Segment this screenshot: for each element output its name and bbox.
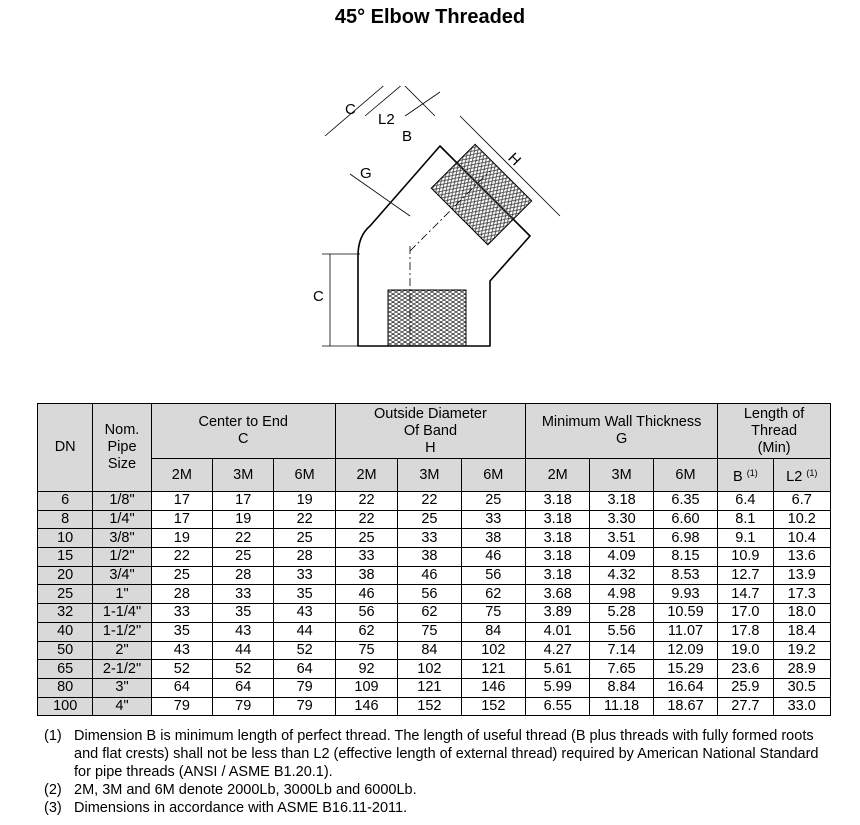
cell-b: 19.0 (718, 641, 773, 660)
cell-c6: 43 (274, 604, 335, 623)
cell-b: 14.7 (718, 585, 773, 604)
cell-h3: 38 (398, 548, 461, 567)
cell-h3: 22 (398, 492, 461, 511)
cell-l2: 10.2 (773, 510, 830, 529)
cell-g6: 6.35 (653, 492, 717, 511)
cell-b: 6.4 (718, 492, 773, 511)
cell-h6: 75 (461, 604, 525, 623)
cell-dn: 8 (38, 510, 93, 529)
col-c-3m: 3M (213, 459, 274, 492)
cell-c3: 19 (213, 510, 274, 529)
cell-h6: 152 (461, 697, 525, 716)
cell-h2: 22 (335, 510, 397, 529)
cell-l2: 28.9 (773, 660, 830, 679)
dimension-table (37, 403, 831, 716)
cell-c2: 52 (151, 660, 212, 679)
bottom-thread (388, 290, 466, 346)
cell-l2: 33.0 (773, 697, 830, 716)
label-l2: L2 (378, 111, 395, 128)
group-thread-length: Length of Thread (Min) (718, 404, 831, 459)
cell-c6: 79 (274, 678, 335, 697)
elbow-drawing (300, 86, 580, 352)
cell-c6: 19 (274, 492, 335, 511)
cell-c6: 79 (274, 697, 335, 716)
cell-h6: 46 (461, 548, 525, 567)
cell-b: 17.0 (718, 604, 773, 623)
note-1: (1) Dimension B is minimum length of perfect thread. The length of useful thread (B plus threads with fully formed roots and flat crests) shall not be less than L2 (effective length of external thread) required by American National Standard for pipe threads (ANSI / ASME B1.20.1). (44, 728, 819, 780)
cell-g6: 8.53 (653, 566, 717, 585)
cell-c2: 79 (151, 697, 212, 716)
cell-c3: 17 (213, 492, 274, 511)
label-h: H (504, 149, 525, 170)
cell-h3: 121 (398, 678, 461, 697)
cell-c3: 43 (213, 622, 274, 641)
col-c-6m: 6M (274, 459, 335, 492)
cell-h6: 102 (461, 641, 525, 660)
cell-g3: 3.30 (590, 510, 653, 529)
table-row (38, 660, 831, 679)
cell-c3: 25 (213, 548, 274, 567)
col-l2: L2 $^{(1)}$ (773, 459, 830, 492)
cell-h6: 25 (461, 492, 525, 511)
cell-l2: 10.4 (773, 529, 830, 548)
cell-size: 3/4" (93, 566, 151, 585)
cell-g6: 8.15 (653, 548, 717, 567)
cell-g6: 16.64 (653, 678, 717, 697)
cell-dn: 20 (38, 566, 93, 585)
cell-g6: 15.29 (653, 660, 717, 679)
cell-b: 8.1 (718, 510, 773, 529)
cell-g3: 4.98 (590, 585, 653, 604)
cell-h6: 56 (461, 566, 525, 585)
cell-b: 23.6 (718, 660, 773, 679)
cell-h2: 146 (335, 697, 397, 716)
cell-h6: 121 (461, 660, 525, 679)
cell-h3: 84 (398, 641, 461, 660)
cell-c6: 33 (274, 566, 335, 585)
cell-l2: 17.3 (773, 585, 830, 604)
cell-c3: 33 (213, 585, 274, 604)
cell-dn: 32 (38, 604, 93, 623)
cell-g6: 9.93 (653, 585, 717, 604)
cell-g2: 3.18 (526, 510, 590, 529)
cell-h3: 33 (398, 529, 461, 548)
cell-h6: 62 (461, 585, 525, 604)
table-row (38, 548, 831, 567)
cell-g2: 3.68 (526, 585, 590, 604)
cell-c2: 22 (151, 548, 212, 567)
cell-size: 1" (93, 585, 151, 604)
cell-dn: 50 (38, 641, 93, 660)
cell-h3: 75 (398, 622, 461, 641)
table-row (38, 566, 831, 585)
cell-c2: 43 (151, 641, 212, 660)
cell-c6: 64 (274, 660, 335, 679)
col-g-6m: 6M (653, 459, 717, 492)
cell-h2: 46 (335, 585, 397, 604)
cell-h6: 38 (461, 529, 525, 548)
cell-g3: 3.18 (590, 492, 653, 511)
cell-c2: 17 (151, 510, 212, 529)
cell-g6: 11.07 (653, 622, 717, 641)
cell-c6: 25 (274, 529, 335, 548)
cell-size: 1-1/4" (93, 604, 151, 623)
cell-c3: 52 (213, 660, 274, 679)
col-g-3m: 3M (590, 459, 653, 492)
cell-size: 1/4" (93, 510, 151, 529)
cell-b: 27.7 (718, 697, 773, 716)
cell-c3: 35 (213, 604, 274, 623)
cell-h2: 56 (335, 604, 397, 623)
cell-g3: 4.32 (590, 566, 653, 585)
cell-size: 1-1/2" (93, 622, 151, 641)
cell-g3: 3.51 (590, 529, 653, 548)
cell-dn: 80 (38, 678, 93, 697)
cell-c2: 28 (151, 585, 212, 604)
col-h-6m: 6M (461, 459, 525, 492)
table-row (38, 510, 831, 529)
cell-dn: 40 (38, 622, 93, 641)
cell-h6: 146 (461, 678, 525, 697)
cell-dn: 10 (38, 529, 93, 548)
cell-g6: 10.59 (653, 604, 717, 623)
cell-g3: 4.09 (590, 548, 653, 567)
table-row (38, 697, 831, 716)
cell-c6: 52 (274, 641, 335, 660)
label-b: B (402, 128, 413, 145)
col-c-2m: 2M (151, 459, 212, 492)
cell-h3: 56 (398, 585, 461, 604)
cell-g6: 6.98 (653, 529, 717, 548)
notes (44, 727, 834, 817)
cell-h3: 25 (398, 510, 461, 529)
cell-g6: 12.09 (653, 641, 717, 660)
cell-g2: 6.55 (526, 697, 590, 716)
cell-l2: 6.7 (773, 492, 830, 511)
cell-l2: 13.6 (773, 548, 830, 567)
cell-g3: 11.18 (590, 697, 653, 716)
cell-h3: 102 (398, 660, 461, 679)
cell-g6: 18.67 (653, 697, 717, 716)
cell-size: 1/2" (93, 548, 151, 567)
cell-c6: 22 (274, 510, 335, 529)
cell-h2: 38 (335, 566, 397, 585)
label-g: G (360, 165, 372, 182)
cell-dn: 65 (38, 660, 93, 679)
table-row (38, 622, 831, 641)
cell-c6: 35 (274, 585, 335, 604)
cell-g2: 5.61 (526, 660, 590, 679)
cell-h2: 33 (335, 548, 397, 567)
cell-h2: 25 (335, 529, 397, 548)
table-row (38, 529, 831, 548)
cell-size: 3" (93, 678, 151, 697)
cell-dn: 6 (38, 492, 93, 511)
cell-b: 12.7 (718, 566, 773, 585)
cell-h3: 46 (398, 566, 461, 585)
cell-h6: 33 (461, 510, 525, 529)
cell-h3: 152 (398, 697, 461, 716)
col-h-3m: 3M (398, 459, 461, 492)
group-outside-diameter: Outside Diameter Of Band H (335, 404, 525, 459)
cell-g2: 3.18 (526, 548, 590, 567)
cell-g2: 5.99 (526, 678, 590, 697)
cell-g6: 6.60 (653, 510, 717, 529)
cell-dn: 25 (38, 585, 93, 604)
cell-g3: 5.28 (590, 604, 653, 623)
cell-h2: 75 (335, 641, 397, 660)
col-dn: DN (38, 404, 93, 492)
label-c-top: C (345, 101, 356, 118)
note-2: (2) 2M, 3M and 6M denote 2000Lb, 3000Lb and 6000Lb. (44, 782, 417, 798)
cell-g2: 4.27 (526, 641, 590, 660)
col-h-2m: 2M (335, 459, 397, 492)
cell-c3: 22 (213, 529, 274, 548)
cell-c2: 17 (151, 492, 212, 511)
table-row (38, 678, 831, 697)
cell-h3: 62 (398, 604, 461, 623)
cell-c2: 19 (151, 529, 212, 548)
cell-c3: 64 (213, 678, 274, 697)
label-c-side: C (313, 288, 324, 305)
table-row (38, 641, 831, 660)
cell-c3: 28 (213, 566, 274, 585)
cell-g3: 5.56 (590, 622, 653, 641)
cell-g3: 7.14 (590, 641, 653, 660)
group-min-wall: Minimum Wall Thickness G (526, 404, 718, 459)
table-row (38, 492, 831, 511)
cell-c6: 44 (274, 622, 335, 641)
cell-c6: 28 (274, 548, 335, 567)
cell-h6: 84 (461, 622, 525, 641)
cell-h2: 62 (335, 622, 397, 641)
cell-c3: 44 (213, 641, 274, 660)
cell-b: 17.8 (718, 622, 773, 641)
col-g-2m: 2M (526, 459, 590, 492)
cell-c2: 64 (151, 678, 212, 697)
table-row (38, 585, 831, 604)
cell-size: 2-1/2" (93, 660, 151, 679)
cell-size: 1/8" (93, 492, 151, 511)
cell-l2: 13.9 (773, 566, 830, 585)
cell-g2: 4.01 (526, 622, 590, 641)
cell-c2: 25 (151, 566, 212, 585)
cell-h2: 109 (335, 678, 397, 697)
cell-l2: 19.2 (773, 641, 830, 660)
cell-c2: 33 (151, 604, 212, 623)
col-b: B $^{(1)}$ (718, 459, 773, 492)
cell-size: 2" (93, 641, 151, 660)
cell-h2: 22 (335, 492, 397, 511)
cell-g2: 3.18 (526, 492, 590, 511)
cell-b: 9.1 (718, 529, 773, 548)
cell-l2: 18.0 (773, 604, 830, 623)
cell-g3: 8.84 (590, 678, 653, 697)
cell-h2: 92 (335, 660, 397, 679)
cell-c2: 35 (151, 622, 212, 641)
cell-dn: 15 (38, 548, 93, 567)
cell-g2: 3.18 (526, 566, 590, 585)
cell-l2: 18.4 (773, 622, 830, 641)
cell-dn: 100 (38, 697, 93, 716)
col-nom-pipe-size: Nom. Pipe Size (93, 404, 151, 492)
cell-g2: 3.18 (526, 529, 590, 548)
cell-size: 4" (93, 697, 151, 716)
group-center-to-end: Center to End C (151, 404, 335, 459)
page-title: 45° Elbow Threaded (334, 6, 526, 28)
table-row (38, 604, 831, 623)
cell-g3: 7.65 (590, 660, 653, 679)
cell-b: 25.9 (718, 678, 773, 697)
cell-g2: 3.89 (526, 604, 590, 623)
cell-c3: 79 (213, 697, 274, 716)
note-3: (3) Dimensions in accordance with ASME B16.11-2011. (44, 800, 408, 816)
cell-size: 3/8" (93, 529, 151, 548)
cell-b: 10.9 (718, 548, 773, 567)
cell-l2: 30.5 (773, 678, 830, 697)
